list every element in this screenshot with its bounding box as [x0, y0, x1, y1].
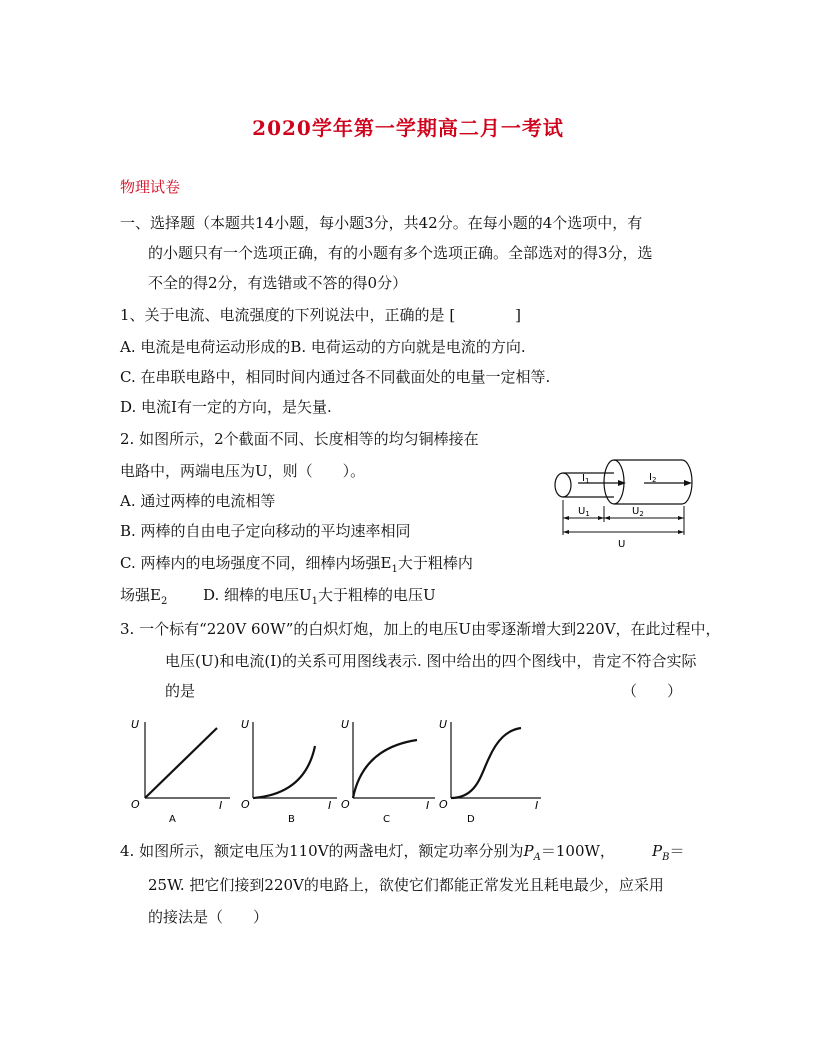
exam-title: 2020学年第一学期高二月一考试	[252, 116, 564, 140]
graph-d-i: I	[535, 799, 539, 812]
q2-stem-line-2: 电路中，两端电压为U，则（ ）。	[120, 462, 366, 480]
q3-answer-bracket: （ ）	[622, 682, 683, 700]
i1-arrow-head	[618, 480, 626, 486]
graph-c-origin: O	[341, 798, 350, 811]
graph-c-label: C	[383, 814, 390, 825]
dim-arrow-1	[563, 516, 569, 520]
q4-pb	[652, 841, 684, 868]
q4-stem-line-2: 25W. 把它们接到220V的电路上，欲使它们都能正常发光且耗电最少，应采用	[148, 876, 664, 894]
q2-rods-figure	[548, 450, 708, 555]
section-heading-line-2: 的小题只有一个选项正确，有的小题有多个选项正确。全部选对的得3分，选	[148, 244, 653, 262]
q1-option-c: C. 在串联电路中，相同时间内通过各不同截面处的电量一定相等.	[120, 368, 551, 386]
q2-option-c-cont	[120, 585, 167, 612]
section-heading-line-3: 不全的得2分，有选错或不答的得0分）	[148, 274, 408, 292]
thin-rod-end	[555, 473, 571, 497]
q2-option-a: A. 通过两棒的电流相等	[120, 492, 276, 510]
q2-option-d-text: D. 细棒的电压U	[203, 586, 312, 604]
i1-label: $I_1$	[582, 473, 590, 485]
q3-stem-line-2: 电压(U)和电流(I)的关系可用图线表示. 图中给出的四个图线中，肯定不符合实际	[165, 652, 697, 670]
q2-option-c-text: C. 两棒内的电场强度不同，细棒内场强E	[120, 554, 392, 572]
dim-arrow-2	[598, 516, 604, 520]
q3-stem-line-3: 的是	[165, 682, 196, 700]
graph-a-origin: O	[131, 798, 140, 811]
graph-b-label: B	[288, 814, 295, 825]
dim-arrow-5	[563, 530, 569, 534]
subject-label: 物理试卷	[120, 178, 181, 196]
q3-graphs-svg	[125, 712, 555, 827]
graph-c-u: U	[341, 718, 350, 731]
q3-graphs-figure	[125, 712, 555, 827]
graph-b	[241, 718, 337, 825]
graph-d-curve	[451, 728, 521, 798]
graph-a-curve	[145, 728, 217, 798]
q2-stem-line-1: 2. 如图所示，2个截面不同、长度相等的均匀铜棒接在	[120, 430, 479, 448]
graph-b-i: I	[328, 799, 332, 812]
q2-option-c-text-end: 大于粗棒内	[397, 554, 473, 572]
q3-stem-line-1: 3. 一个标有“220V 60W”的白炽灯炮，加上的电压U由零逐渐增大到220V，在此过程中，	[120, 620, 721, 638]
q4-stem-line-1	[120, 841, 615, 868]
q4-pb-sub: B	[662, 852, 670, 863]
q4-pa-var: P	[523, 842, 534, 860]
q2-rods-svg	[548, 450, 708, 555]
u2-label: $U_2$	[632, 506, 644, 518]
graph-a-u: U	[131, 718, 140, 731]
graph-d-u: U	[439, 718, 448, 731]
q2-option-c-sub: 1	[391, 564, 398, 575]
q2-option-d	[203, 585, 436, 612]
dim-arrow-6	[678, 530, 684, 534]
q4-stem-line-3: 的接法是（ ）	[148, 908, 269, 926]
graph-b-u: U	[241, 718, 250, 731]
q2-option-c	[120, 553, 473, 580]
q2-option-d-text-end: 大于粗棒的电压U	[318, 586, 436, 604]
graph-a-label: A	[169, 814, 176, 825]
section-heading-line-1: 一、选择题（本题共14小题，每小题3分，共42分。在每小题的4个选项中，有	[120, 214, 643, 232]
graph-b-origin: O	[241, 798, 250, 811]
graph-c-i: I	[426, 799, 430, 812]
q4-pa-sub: A	[533, 852, 541, 863]
q2-option-c2-sub: 2	[160, 596, 168, 607]
u-label: U	[618, 539, 626, 550]
q2-option-b: B. 两棒的自由电子定向移动的平均速率相同	[120, 522, 411, 540]
graph-d-origin: O	[439, 798, 448, 811]
u1-label: $U_1$	[578, 506, 590, 518]
dim-arrow-3	[604, 516, 610, 520]
graph-b-curve	[253, 746, 315, 798]
q2-option-c2-text: 场强E	[120, 586, 161, 604]
q1-stem: 1、关于电流、电流强度的下列说法中，正确的是 [ ]	[120, 306, 522, 324]
graph-a-i: I	[219, 799, 223, 812]
q1-option-d: D. 电流I有一定的方向，是矢量.	[120, 398, 332, 416]
graph-d-label: D	[467, 814, 475, 825]
dim-arrow-4	[678, 516, 684, 520]
q4-pb-value: ＝	[669, 842, 685, 860]
i2-label: $I_2$	[649, 472, 657, 484]
i2-arrow-head	[684, 480, 692, 486]
graph-c	[341, 718, 435, 825]
q2-option-d-sub: 1	[311, 596, 319, 607]
q4-stem-text: 4. 如图所示，额定电压为110V的两盏电灯，额定功率分别为	[120, 842, 524, 860]
graph-c-curve	[353, 740, 417, 798]
q1-option-ab: A. 电流是电荷运动形成的B. 电荷运动的方向就是电流的方向.	[120, 338, 526, 356]
q4-pb-var: P	[652, 842, 663, 860]
q4-pa-value: ＝100W，	[540, 842, 615, 860]
graph-a	[131, 718, 230, 825]
graph-d	[439, 718, 541, 825]
